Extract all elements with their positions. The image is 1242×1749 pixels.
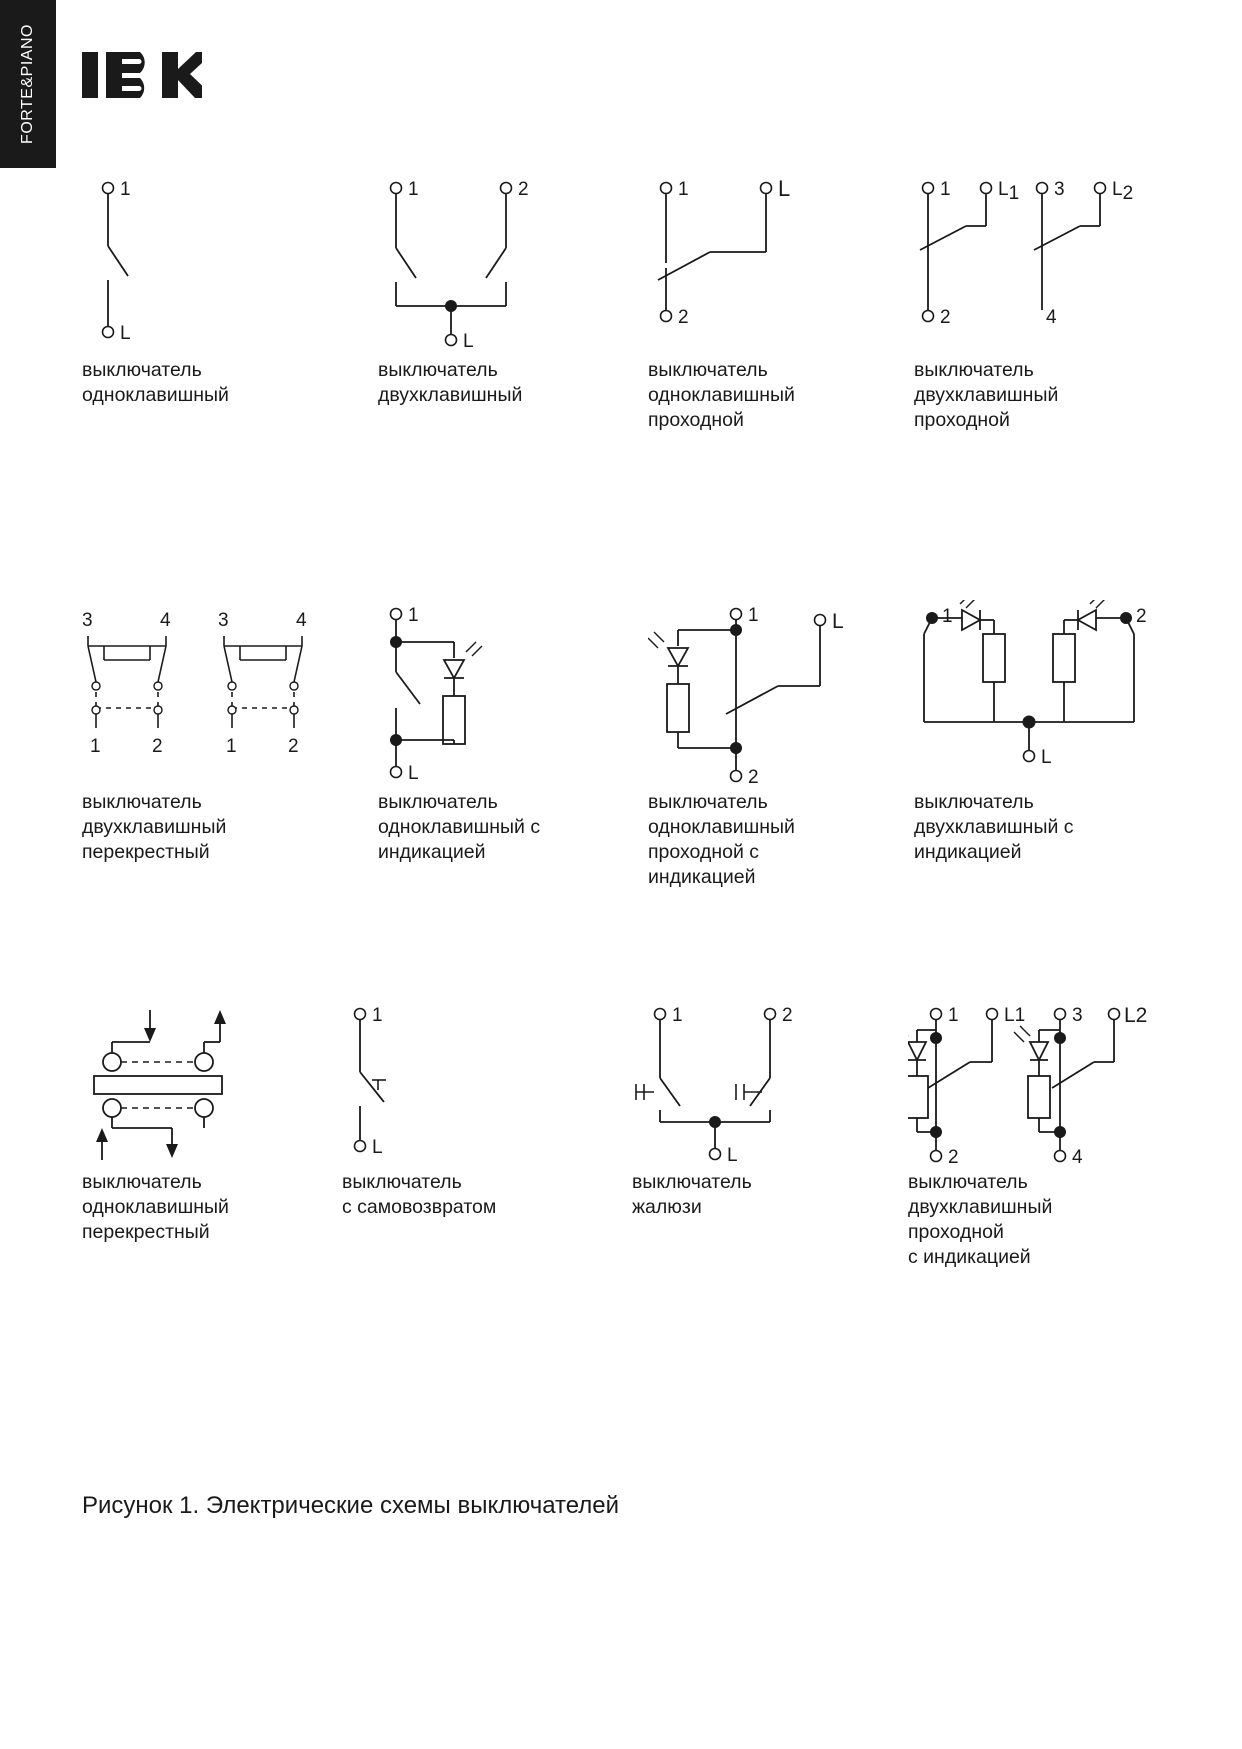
schematic-art <box>342 1000 522 1170</box>
svg-text:1: 1 <box>120 179 131 200</box>
diagram-switch-two-gang-intermediate <box>82 600 342 865</box>
svg-text:L2: L2 <box>1112 179 1134 204</box>
diagram-switch-two-gang <box>378 168 598 408</box>
diagram-switch-one-gang-indicator <box>378 600 598 865</box>
svg-text:2: 2 <box>748 767 759 788</box>
svg-text:1: 1 <box>408 179 419 200</box>
diagram-caption: выключатель двухклавишный проходной <box>914 359 1059 431</box>
svg-text:L1: L1 <box>998 179 1020 204</box>
svg-text:2: 2 <box>152 736 163 757</box>
schematic-art <box>378 168 598 358</box>
svg-text:L: L <box>1041 747 1052 768</box>
svg-text:1: 1 <box>748 605 759 626</box>
diagram-switch-one-gang-two-way-indicator <box>648 600 878 890</box>
diagram-caption: выключатель двухклавишный проходной с индикацией <box>908 1171 1053 1268</box>
schematic-art <box>908 1000 1148 1170</box>
svg-text:3: 3 <box>218 610 229 631</box>
svg-text:L1: L1 <box>1004 1005 1026 1026</box>
svg-text:L: L <box>120 323 131 344</box>
svg-text:1: 1 <box>90 736 101 757</box>
svg-text:L: L <box>372 1137 383 1158</box>
svg-text:4: 4 <box>1046 307 1057 328</box>
brand-vertical-label: FORTE&PIANO <box>19 24 36 144</box>
schematic-art <box>82 600 342 790</box>
svg-text:1: 1 <box>940 179 951 200</box>
svg-text:2: 2 <box>518 179 529 200</box>
schematic-art <box>648 600 878 790</box>
schematic-art <box>648 168 868 358</box>
svg-text:3: 3 <box>1072 1005 1083 1026</box>
svg-text:1: 1 <box>678 179 689 200</box>
diagram-switch-two-gang-indicator <box>914 600 1154 865</box>
schematic-art <box>914 600 1154 790</box>
svg-text:2: 2 <box>678 307 689 328</box>
figure-caption: Рисунок 1. Электрические схемы выключателей <box>82 1492 620 1519</box>
svg-text:4: 4 <box>296 610 307 631</box>
svg-text:3: 3 <box>82 610 93 631</box>
svg-text:2: 2 <box>948 1147 959 1168</box>
diagram-caption: выключатель одноклавишный с индикацией <box>378 791 541 863</box>
svg-text:4: 4 <box>160 610 171 631</box>
svg-text:1: 1 <box>372 1005 383 1026</box>
svg-text:L: L <box>778 176 791 201</box>
diagram-switch-one-gang-two-way <box>648 168 868 433</box>
svg-text:L: L <box>408 763 419 784</box>
brand-sidebar-tab <box>0 0 56 168</box>
diagram-switch-two-gang-two-way-indicator <box>908 1000 1148 1270</box>
svg-text:2: 2 <box>782 1005 793 1026</box>
diagram-caption: выключатель двухклавишный <box>378 359 523 406</box>
schematic-art <box>378 600 598 790</box>
schematic-art <box>914 168 1144 358</box>
diagram-switch-two-gang-two-way <box>914 168 1144 433</box>
diagram-caption: выключатель одноклавишный проходной <box>648 359 795 431</box>
diagram-switch-one-gang <box>82 168 282 408</box>
svg-text:1: 1 <box>226 736 237 757</box>
schematic-art <box>82 168 282 358</box>
diagram-caption: выключатель с самовозвратом <box>342 1171 497 1218</box>
iek-logo <box>82 44 202 106</box>
diagram-switch-momentary <box>342 1000 522 1220</box>
diagram-switch-one-gang-intermediate <box>82 1000 302 1245</box>
svg-text:L: L <box>727 1145 738 1166</box>
svg-text:1: 1 <box>672 1005 683 1026</box>
diagram-caption: выключатель одноклавишный <box>82 359 229 406</box>
svg-text:1: 1 <box>942 606 953 627</box>
svg-text:L: L <box>832 610 844 633</box>
diagram-caption: выключатель двухклавишный перекрестный <box>82 791 227 863</box>
diagram-caption: выключатель жалюзи <box>632 1171 752 1218</box>
svg-text:1: 1 <box>408 605 419 626</box>
diagram-caption: выключатель одноклавишный перекрестный <box>82 1171 229 1243</box>
diagram-caption: выключатель одноклавишный проходной с индикацией <box>648 791 795 888</box>
schematic-art <box>82 1000 302 1170</box>
svg-text:3: 3 <box>1054 179 1065 200</box>
svg-text:L: L <box>463 331 474 352</box>
diagram-caption: выключатель двухклавишный с индикацией <box>914 791 1074 863</box>
svg-text:2: 2 <box>940 307 951 328</box>
schematic-art <box>632 1000 852 1170</box>
svg-text:L2: L2 <box>1124 1004 1148 1027</box>
svg-text:2: 2 <box>288 736 299 757</box>
diagram-switch-blinds <box>632 1000 852 1220</box>
svg-text:2: 2 <box>1136 606 1147 627</box>
svg-text:1: 1 <box>948 1005 959 1026</box>
svg-text:4: 4 <box>1072 1147 1083 1168</box>
